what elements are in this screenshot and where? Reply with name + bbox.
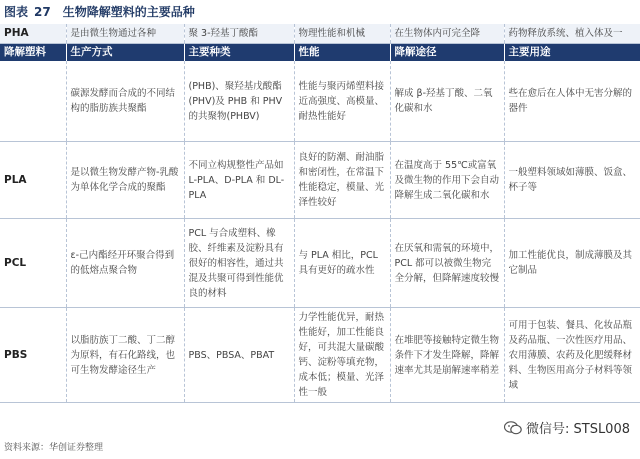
figure-number: 27 [34, 5, 51, 19]
header-kind: 主要种类 [184, 44, 294, 62]
header-performance: 性能 [294, 44, 390, 62]
watermark-text: 微信号: STSL008 [525, 422, 630, 437]
table-row-pla [0, 142, 640, 219]
cell-performance: 良好的防潮、耐油脂和密闭性，在常温下性能稳定，模量、光泽性较好 [294, 142, 390, 219]
header-production: 生产方式 [66, 44, 184, 62]
biodegradable-plastics-table [0, 24, 640, 403]
cell-use: 药物释放系统、植入体及一 [504, 24, 640, 44]
cell-use: 一般塑料领域如薄膜、饭盒、杯子等 [504, 142, 640, 219]
cell-performance: 力学性能优异，耐热性能好，加工性能良好，可共混大量碳酸钙、淀粉等填充物，成本低；模量、光泽性一般 [294, 308, 390, 403]
figure-label: 图表 [4, 5, 29, 19]
cell-kind: 不同立构规整性产品如 L-PLA、D-PLA 和 DL-PLA [184, 142, 294, 219]
wechat-icon [504, 421, 522, 435]
cell-kind: PCL 与合成塑料、橡胶、纤维素及淀粉具有很好的相容性，通过共混及共聚可得到性能优良的材料 [184, 219, 294, 308]
cell-kind: (PHB)、聚羟基戊酸酯(PHV)及 PHB 和 PHV 的共聚物(PHBV) [184, 61, 294, 142]
table-row-pbs [0, 308, 640, 403]
cell-use: 些在愈后在人体中无害分解的器件 [504, 61, 640, 142]
cell-name: PCL [0, 219, 66, 308]
cell-use: 可用于包装、餐具、化妆品瓶及药品瓶、一次性医疗用品、农用薄膜、农药及化肥缓释材料、生物医用高分子材料等领域 [504, 308, 640, 403]
cell-use: 加工性能优良，制成薄膜及其它制品 [504, 219, 640, 308]
table-row [0, 61, 640, 142]
table-header-row [0, 44, 640, 62]
header-use: 主要用途 [504, 44, 640, 62]
cell-production: 是由微生物通过各种 [66, 24, 184, 44]
cell-name [0, 61, 66, 142]
cell-degradation: 在生物体内可完全降 [390, 24, 504, 44]
cell-degradation: 解成 β-羟基丁酸、二氧化碳和水 [390, 61, 504, 142]
cell-performance: 物理性能和机械 [294, 24, 390, 44]
cell-kind: PBS、PBSA、PBAT [184, 308, 294, 403]
cell-performance: 与 PLA 相比，PCL 具有更好的疏水性 [294, 219, 390, 308]
cell-name: PBS [0, 308, 66, 403]
cell-production: ε-己内酯经开环聚合得到的低熔点聚合物 [66, 219, 184, 308]
cell-degradation: 在堆肥等接触特定微生物条件下才发生降解，降解速率尤其是崩解速率稍差 [390, 308, 504, 403]
cell-production: 是以微生物发酵产物-乳酸为单体化学合成的聚酯 [66, 142, 184, 219]
figure-title-text: 生物降解塑料的主要品种 [62, 5, 195, 19]
cell-production: 碳源发酵而合成的不同结构的脂肪族共聚酯 [66, 61, 184, 142]
cell-name: PHA [0, 24, 66, 44]
cell-performance: 性能与聚丙烯塑料接近高强度、高模量、耐热性能好 [294, 61, 390, 142]
cell-degradation: 在厌氧和需氧的环境中，PCL 都可以被微生物完全分解，但降解速度较慢 [390, 219, 504, 308]
header-plastic: 降解塑料 [0, 44, 66, 62]
header-degradation: 降解途径 [390, 44, 504, 62]
cell-production: 以脂肪族丁二酸、丁二醇为原料，有石化路线，也可生物发酵途径生产 [66, 308, 184, 403]
wechat-watermark [500, 416, 634, 439]
source-note: 资料来源：华创证券整理 [4, 443, 104, 453]
figure-title [0, 0, 640, 24]
cell-kind: 聚 3-羟基丁酸酯 [184, 24, 294, 44]
table-row-pcl [0, 219, 640, 308]
table-row-pha [0, 24, 640, 44]
cell-name: PLA [0, 142, 66, 219]
cell-degradation: 在温度高于 55℃或富氧及微生物的作用下会自动降解生成二氧化碳和水 [390, 142, 504, 219]
